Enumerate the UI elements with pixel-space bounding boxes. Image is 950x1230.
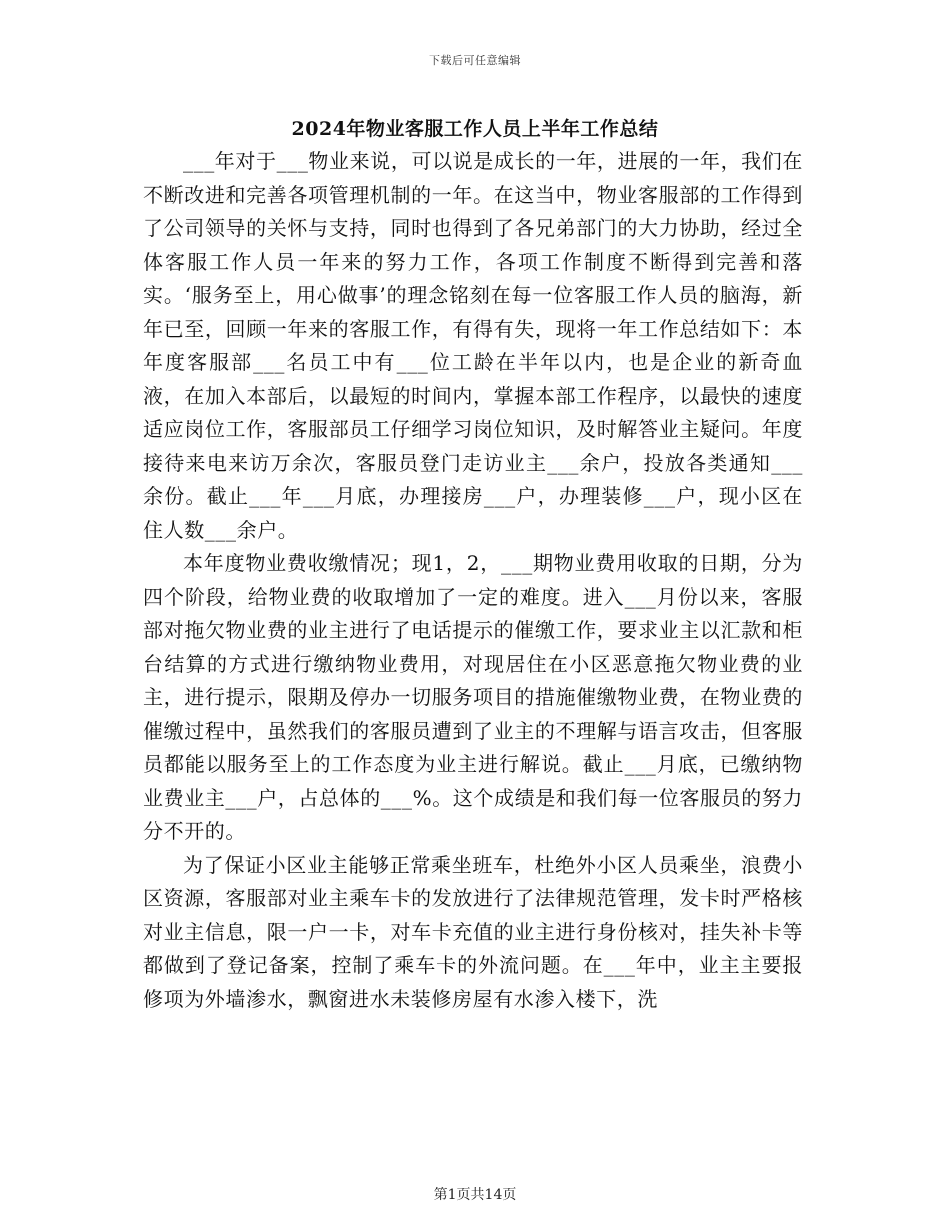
paragraph-3: 为了保证小区业主能够正常乘坐班车，杜绝外小区人员乘坐，浪费小区资源，客服部对业主乘车卡的发放进行了法律规范管理，发卡时严格核对业主信息，限一户一卡，对车卡充值的业主进行身份核对，挂失补卡等都做到了登记备案，控制了乘车卡的外流问题。在___年中，业主主要报修项为外墙渗水，飘窗进水未装修房屋有水渗入楼下，洗 [143, 852, 803, 1011]
paragraph-2: 本年度物业费收缴情况；现1，2，___期物业费用收取的日期，分为四个阶段，给物业费的收取增加了一定的难度。进入___月份以来，客服部对拖欠物业费的业主进行了电话提示的催缴工作，要求业主以汇款和柜台结算的方式进行缴纳物业费用，对现居住在小区恶意拖欠物业费的业主，进行提示，限期及停办一切服务项目的措施催缴物业费，在物业费的催缴过程中，虽然我们的客服员遭到了业主的不理解与语言攻击，但客服员都能以服务至上的工作态度为业主进行解说。截止___月底，已缴纳物业费业主___户，占总体的___%。这个成绩是和我们每一位客服员的努力分不开的。 [143, 551, 804, 843]
paragraph-1: ___年对于___物业来说，可以说是成长的一年，进展的一年，我们在不断改进和完善各项管理机制的一年。在这当中，物业客服部的工作得到了公司领导的关怀与支持，同时也得到了各兄弟部门的大力协助，经过全体客服工作人员一年来的努力工作，各项工作制度不断得到完善和落实。‘服务至上，用心做事’的理念铭刻在每一位客服工作人员的脑海，新年已至，回顾一年来的客服工作，有得有失，现将一年工作总结如下：本年度客服部___名员工中有___位工龄在半年以内，也是企业的新奇血液，在加入本部后，以最短的时间内，掌握本部工作程序，以最快的速度适应岗位工作，客服部员工仔细学习岗位知识，及时解答业主疑问。年度接待来电来访万余次，客服员登门走访业主___余户，投放各类通知___余份。截止___年___月底，办理接房___户，办理装修___户，现小区在住人数___余户。 [143, 149, 803, 542]
header-note: 下载后可任意编辑 [429, 54, 521, 67]
document-title: 2024年物业客服工作人员上半年工作总结 [291, 118, 659, 140]
document-body [143, 145, 803, 1016]
page-number: 第1页共14页 [433, 1187, 517, 1203]
